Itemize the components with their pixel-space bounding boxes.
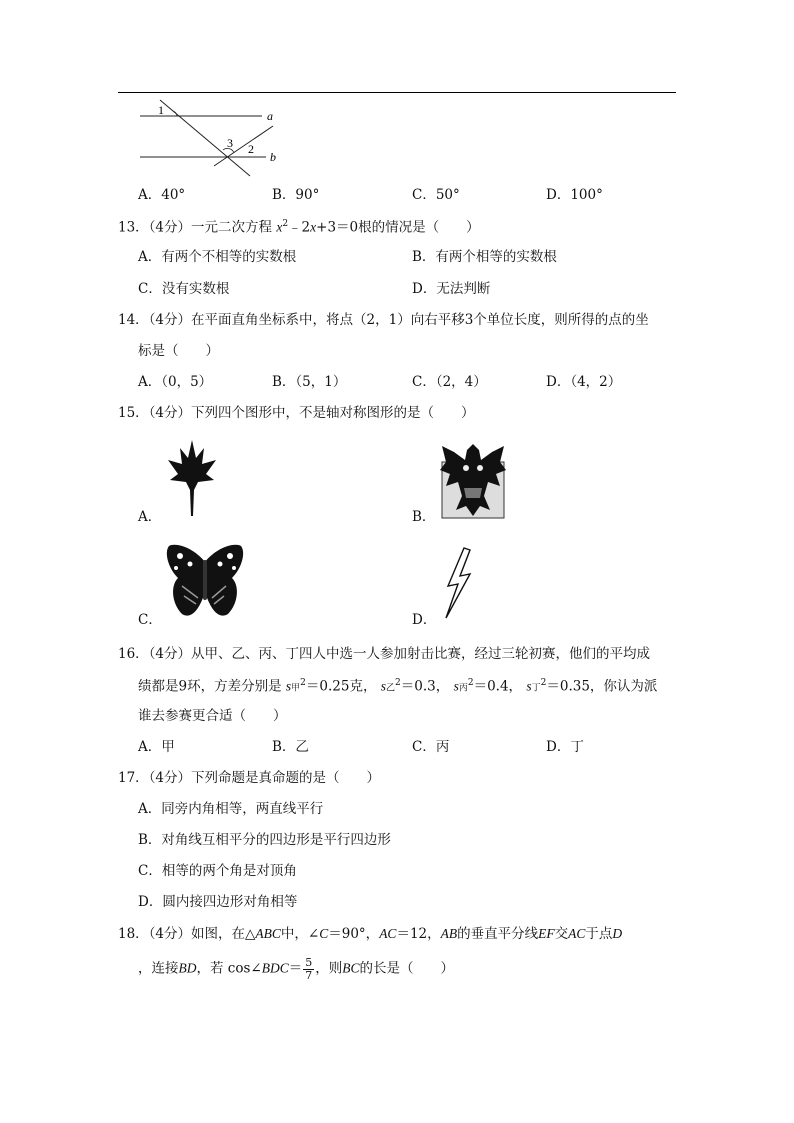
q14-option-b[interactable]: B．（5，1）	[272, 374, 347, 390]
q13-option-c[interactable]: C．没有实数根	[138, 281, 230, 297]
q16-option-c[interactable]: C．丙	[412, 739, 450, 755]
q12-option-b[interactable]: B．90°	[272, 187, 320, 203]
q13-option-b[interactable]: B．有两个相等的实数根	[412, 249, 557, 265]
label-2: 2	[248, 142, 254, 156]
q17-option-a[interactable]: A．同旁内角相等，两直线平行	[138, 801, 324, 817]
q15-option-a[interactable]: A．	[138, 509, 162, 525]
slanted-line	[214, 126, 273, 166]
lightning-bolt-icon	[440, 546, 476, 620]
parallel-lines-figure	[130, 98, 290, 178]
q13-stem: 13．（4分）一元二次方程 $x^2﹣2x+3=0$根的情况是（ ）	[118, 219, 480, 236]
q17-option-d[interactable]: D．圆内接四边形对角相等	[138, 894, 298, 910]
q17-option-c[interactable]: C．相等的两个角是对顶角	[138, 863, 297, 879]
maple-leaf-icon	[166, 438, 218, 518]
q13-option-d[interactable]: D．无法判断	[412, 281, 491, 297]
q12-option-d[interactable]: D．100°	[546, 187, 603, 203]
q14-option-d[interactable]: D．（4，2）	[546, 374, 622, 390]
butterfly-icon	[164, 542, 246, 622]
q16-stem-line1: 16．（4分）从甲、乙、丙、丁四人中选一人参加射击比赛，经过三轮初赛，他们的平均成	[118, 646, 651, 662]
q18-stem-line2: ，连接BD，若 cos∠BDC＝ $\frac{5}{7}$ ，则BC的长是（ ）	[138, 956, 454, 982]
label-1: 1	[158, 103, 164, 117]
q18-stem-line1: 18．（4分）如图，在△ABC中，∠C＝90°，AC＝12，AB的垂直平分线EF交AC于点D	[118, 926, 623, 942]
header-rule	[118, 92, 676, 93]
eagle-emblem-icon	[436, 440, 510, 520]
q16-stem-line3: 谁去参赛更合适（ ）	[138, 708, 287, 724]
label-3: 3	[227, 136, 233, 150]
q15-option-b[interactable]: B．	[412, 509, 436, 525]
q15-option-c[interactable]: C．	[138, 612, 162, 628]
label-a: a	[267, 109, 273, 123]
q17-option-b[interactable]: B．对角线互相平分的四边形是平行四边形	[138, 832, 391, 848]
q13-option-a[interactable]: A．有两个不相等的实数根	[138, 249, 297, 265]
q12-option-c[interactable]: C．50°	[412, 187, 460, 203]
q15-option-d[interactable]: D．	[412, 612, 437, 628]
q12-option-a[interactable]: A．40°	[138, 187, 186, 203]
label-b: b	[270, 150, 276, 164]
q15-stem: 15．（4分）下列四个图形中，不是轴对称图形的是（ ）	[118, 405, 475, 421]
fraction-5-7: $\frac{5}{7}$	[305, 956, 313, 982]
q17-stem: 17．（4分）下列命题是真命题的是（ ）	[118, 770, 381, 786]
q14-stem-line2: 标是（ ）	[138, 343, 219, 359]
q16-option-a[interactable]: A．甲	[138, 739, 175, 755]
q16-option-b[interactable]: B．乙	[272, 739, 309, 755]
q14-stem-line1: 14．（4分）在平面直角坐标系中，将点（2，1）向右平移3个单位长度，则所得的点的坐	[118, 312, 649, 328]
q14-option-c[interactable]: C．（2，4）	[412, 374, 487, 390]
q16-stem-line2: 绩都是9环，方差分别是 s甲$^2$＝0.25克， s乙$^2$＝0.3， s丙$^2$＝0.4， s丁$^2$＝0.35，你认为派	[138, 678, 658, 695]
q14-option-a[interactable]: A．（0，5）	[138, 374, 213, 390]
q16-option-d[interactable]: D．丁	[546, 739, 584, 755]
